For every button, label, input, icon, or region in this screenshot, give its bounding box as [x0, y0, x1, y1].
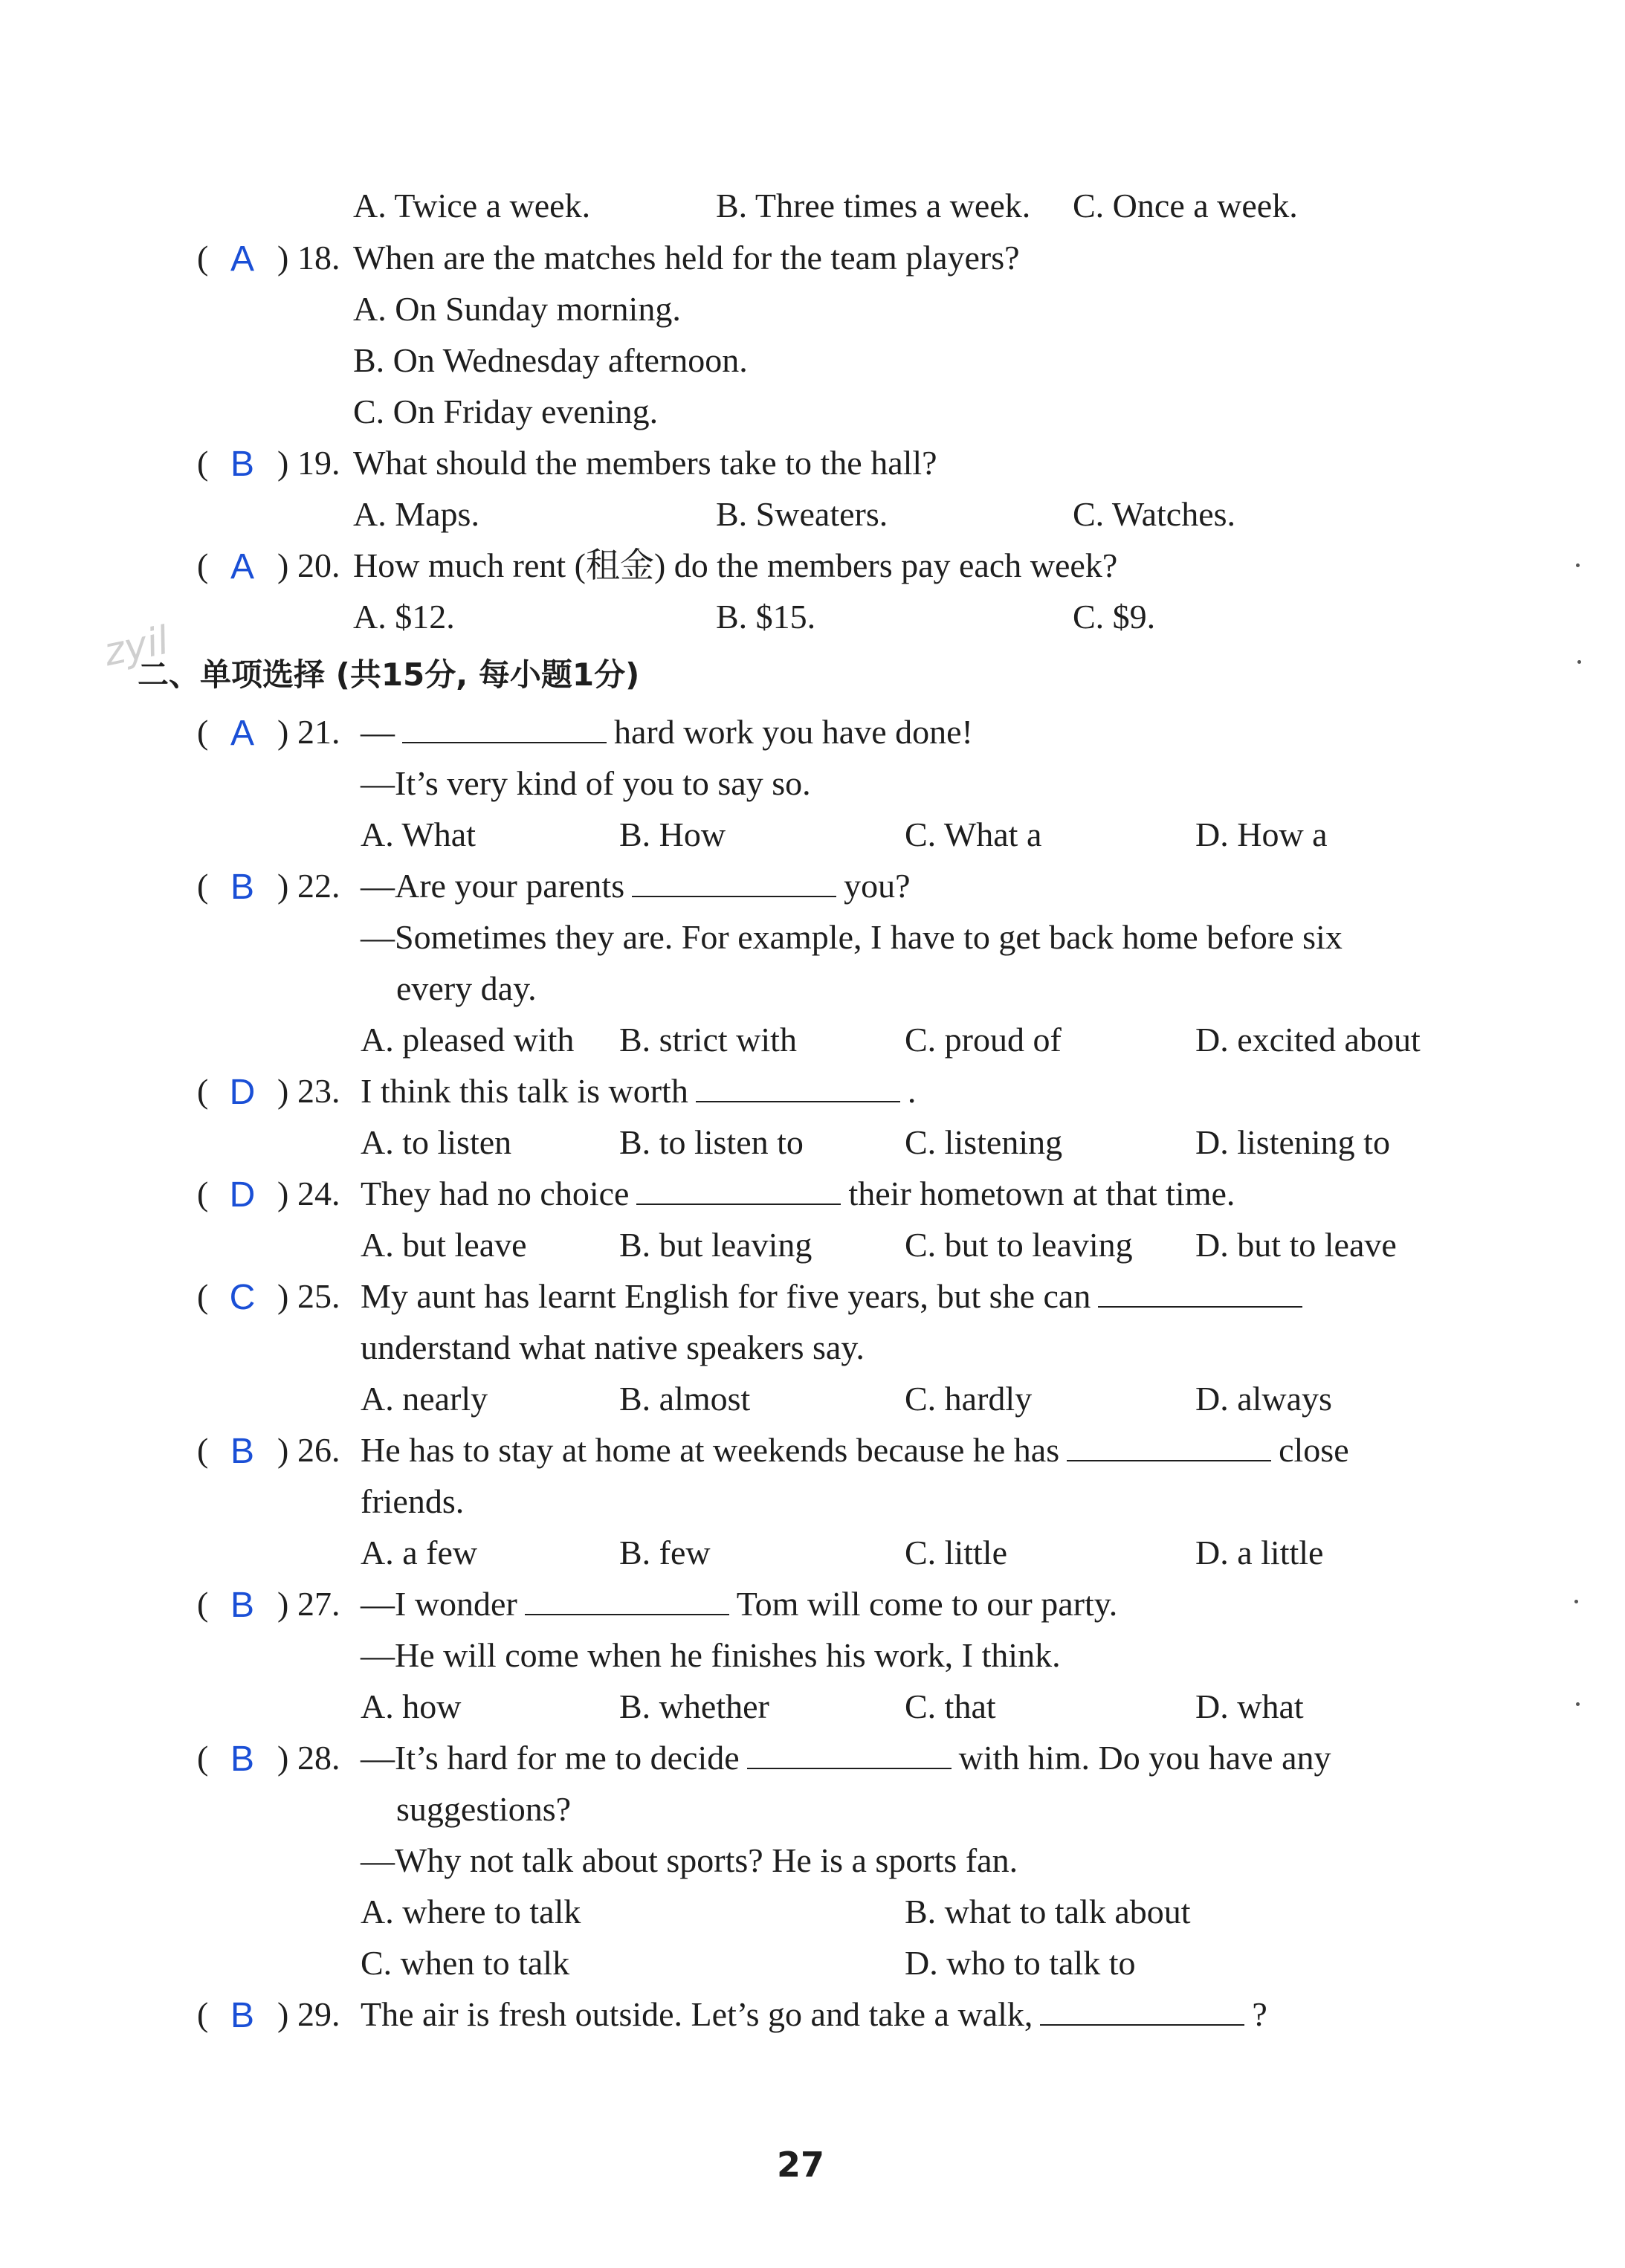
- answer-blank: [1067, 1430, 1271, 1461]
- option-c: C. hardly: [905, 1380, 1033, 1418]
- dialogue-line: —Sometimes they are. For example, I have to get back home before six: [361, 918, 1343, 956]
- answer-blank: [1040, 1994, 1244, 2026]
- answer-letter: B: [230, 1739, 254, 1779]
- question-number: 21.: [297, 713, 340, 751]
- answer-blank: [402, 712, 607, 743]
- answer-paren-close: ): [277, 239, 289, 277]
- answer-blank: [1098, 1276, 1302, 1308]
- answer-letter: D: [229, 1073, 256, 1112]
- option-b: B. to listen to: [619, 1123, 804, 1161]
- option-a: A. where to talk: [361, 1893, 581, 1931]
- option-c: C. but to leaving: [905, 1226, 1133, 1264]
- answer-paren-open: (: [197, 1739, 209, 1777]
- answer-blank: [525, 1584, 729, 1615]
- question-number: 24.: [297, 1175, 340, 1212]
- question-stem: —It’s hard for me to decide with him. Do you have any: [361, 1739, 1331, 1777]
- answer-paren-open: (: [197, 1072, 209, 1110]
- question-stem: He has to stay at home at weekends because he has close: [361, 1431, 1349, 1469]
- dialogue-line: —It’s very kind of you to say so.: [361, 764, 811, 802]
- answer-letter: B: [230, 1996, 254, 2035]
- answer-paren-open: (: [197, 1175, 209, 1212]
- question-number: 23.: [297, 1072, 340, 1110]
- option-b: B. $15.: [716, 598, 816, 636]
- answer-letter: B: [230, 1432, 254, 1471]
- option-d: D. who to talk to: [905, 1944, 1136, 1982]
- answer-paren-open: (: [197, 546, 209, 584]
- answer-letter: A: [230, 714, 254, 753]
- scan-speck: [1576, 563, 1580, 567]
- answer-letter: B: [230, 868, 254, 907]
- question-stem: How much rent (租金) do the members pay each week?: [353, 546, 1118, 584]
- option-c: C. that: [905, 1687, 996, 1725]
- answer-paren-close: ): [277, 444, 289, 482]
- option-b: B. almost: [619, 1380, 751, 1418]
- answer-paren-open: (: [197, 239, 209, 277]
- option-a: A. pleased with: [361, 1021, 575, 1059]
- option-b: B. Sweaters.: [716, 495, 888, 533]
- option-d: D. always: [1195, 1380, 1332, 1418]
- option-a: A. a few: [361, 1534, 478, 1571]
- question-stem: When are the matches held for the team players?: [353, 239, 1020, 277]
- option-b: B. what to talk about: [905, 1893, 1191, 1931]
- dialogue-line: every day.: [396, 969, 537, 1007]
- answer-paren-close: ): [277, 1175, 289, 1212]
- option-a: A. $12.: [353, 598, 455, 636]
- q17-option-a: A. Twice a week.: [353, 187, 591, 224]
- answer-paren-close: ): [277, 546, 289, 584]
- answer-paren-close: ): [277, 1431, 289, 1469]
- scan-speck: [1576, 1702, 1580, 1706]
- option-a: A. but leave: [361, 1226, 527, 1264]
- answer-paren-open: (: [197, 444, 209, 482]
- q17-option-c: C. Once a week.: [1073, 187, 1298, 224]
- option-d: D. listening to: [1195, 1123, 1390, 1161]
- answer-blank: [696, 1071, 900, 1102]
- option-d: D. but to leave: [1195, 1226, 1397, 1264]
- section-title: 二、单项选择 (共15分, 每小题1分): [138, 656, 640, 693]
- scan-speck: [1577, 660, 1581, 664]
- option-a: A. to listen: [361, 1123, 512, 1161]
- option-a: A. how: [361, 1687, 462, 1725]
- question-stem: They had no choice their hometown at that time.: [361, 1175, 1235, 1212]
- option-c: C. little: [905, 1534, 1007, 1571]
- stem-continuation: suggestions?: [396, 1790, 572, 1828]
- question-stem: The air is fresh outside. Let’s go and take a walk, ?: [361, 1995, 1267, 2033]
- option-a: A. What: [361, 815, 476, 853]
- answer-letter: B: [230, 445, 254, 484]
- answer-paren-open: (: [197, 867, 209, 905]
- option-a: A. On Sunday morning.: [353, 290, 681, 328]
- option-c: C. proud of: [905, 1021, 1062, 1059]
- option-b: B. but leaving: [619, 1226, 812, 1264]
- question-number: 25.: [297, 1277, 340, 1315]
- answer-paren-open: (: [197, 1431, 209, 1469]
- option-b: B. whether: [619, 1687, 769, 1725]
- option-d: D. a little: [1195, 1534, 1324, 1571]
- stem-continuation: understand what native speakers say.: [361, 1328, 865, 1366]
- question-number: 28.: [297, 1739, 340, 1777]
- question-number: 22.: [297, 867, 340, 905]
- question-stem: My aunt has learnt English for five years, but she can: [361, 1274, 1310, 1319]
- answer-paren-close: ): [277, 1739, 289, 1777]
- answer-paren-close: ): [277, 1072, 289, 1110]
- watermark-logo: zyil: [100, 618, 173, 676]
- option-b: B. strict with: [619, 1021, 797, 1059]
- option-d: D. what: [1195, 1687, 1304, 1725]
- option-d: D. How a: [1195, 815, 1328, 853]
- answer-blank: [747, 1738, 952, 1769]
- question-number: 26.: [297, 1431, 340, 1469]
- option-b: B. On Wednesday afternoon.: [353, 341, 748, 379]
- question-number: 27.: [297, 1585, 340, 1623]
- option-c: C. Watches.: [1073, 495, 1236, 533]
- answer-letter: C: [229, 1278, 256, 1317]
- question-stem: —I wonder Tom will come to our party.: [361, 1585, 1118, 1623]
- option-c: C. On Friday evening.: [353, 392, 659, 430]
- option-c: C. listening: [905, 1123, 1063, 1161]
- question-stem: —Are your parents you?: [361, 867, 911, 905]
- question-stem: — hard work you have done!: [361, 713, 973, 751]
- stem-continuation: friends.: [361, 1482, 465, 1520]
- dialogue-line: —Why not talk about sports? He is a sports fan.: [361, 1841, 1018, 1879]
- answer-paren-open: (: [197, 1995, 209, 2033]
- answer-blank: [632, 866, 836, 897]
- question-stem: I think this talk is worth .: [361, 1072, 917, 1110]
- question-number: 18.: [297, 239, 340, 277]
- answer-paren-open: (: [197, 1585, 209, 1623]
- question-stem: What should the members take to the hall?: [353, 444, 937, 482]
- answer-letter: A: [230, 547, 254, 587]
- answer-paren-open: (: [197, 713, 209, 751]
- question-number: 20.: [297, 546, 340, 584]
- dialogue-line: —He will come when he finishes his work, I think.: [361, 1636, 1061, 1674]
- option-c: C. What a: [905, 815, 1042, 853]
- option-d: D. excited about: [1195, 1021, 1421, 1059]
- answer-paren-close: ): [277, 1585, 289, 1623]
- option-c: C. $9.: [1073, 598, 1156, 636]
- option-b: B. How: [619, 815, 726, 853]
- answer-paren-close: ): [277, 713, 289, 751]
- question-number: 29.: [297, 1995, 340, 2033]
- page-number: 27: [777, 2145, 825, 2185]
- answer-letter: B: [230, 1586, 254, 1625]
- answer-letter: A: [230, 239, 254, 279]
- question-number: 19.: [297, 444, 340, 482]
- answer-paren-open: (: [197, 1277, 209, 1315]
- answer-paren-close: ): [277, 1995, 289, 2033]
- answer-paren-close: ): [277, 867, 289, 905]
- option-c: C. when to talk: [361, 1944, 570, 1982]
- option-b: B. few: [619, 1534, 711, 1571]
- scan-speck: [1574, 1600, 1578, 1603]
- answer-blank: [636, 1174, 841, 1205]
- option-a: A. Maps.: [353, 495, 479, 533]
- answer-paren-close: ): [277, 1277, 289, 1315]
- option-a: A. nearly: [361, 1380, 488, 1418]
- q17-option-b: B. Three times a week.: [716, 187, 1031, 224]
- answer-letter: D: [229, 1175, 256, 1215]
